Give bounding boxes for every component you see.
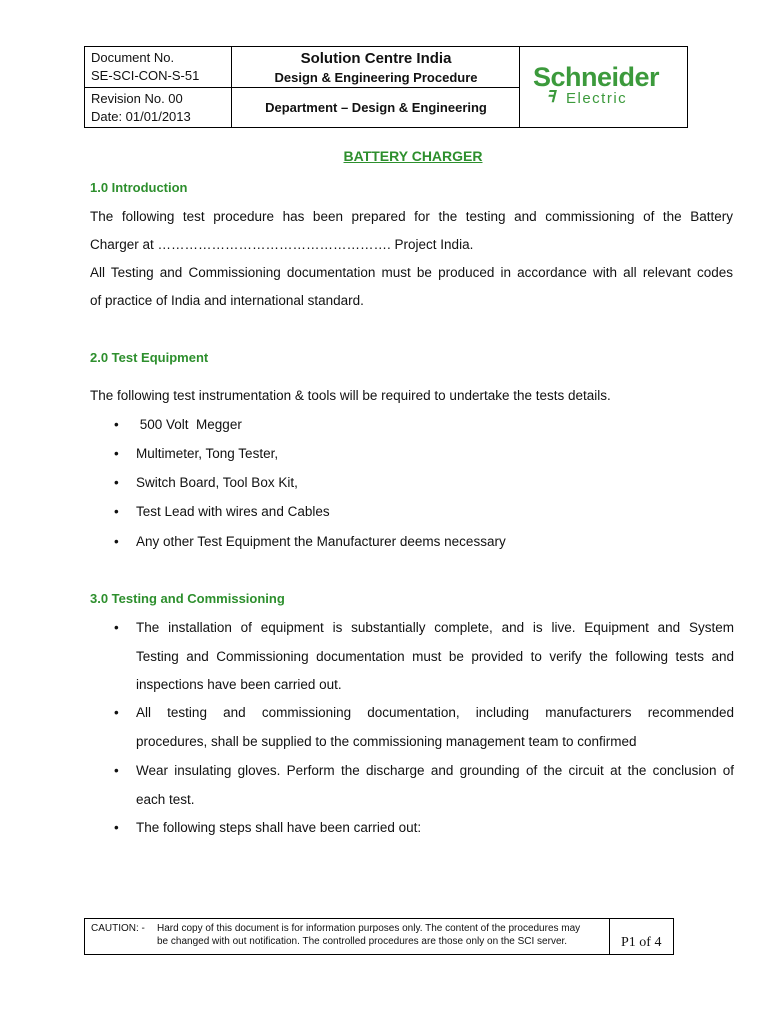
bullet-icon: •: [114, 705, 119, 720]
revision-date: Date: 01/01/2013: [91, 109, 191, 124]
document-header: [84, 46, 688, 128]
bullet-icon: •: [114, 763, 119, 778]
revision-number: Revision No. 00: [91, 91, 183, 106]
equipment-intro: The following test instrumentation & tools will be required to undertake the tests details.: [90, 388, 611, 403]
list-item: [114, 528, 734, 557]
document-title: BATTERY CHARGER: [343, 148, 483, 164]
list-item-text: Multimeter, Tong Tester,: [136, 446, 279, 461]
org-title: Solution Centre India: [300, 50, 452, 67]
bullet-icon: •: [114, 820, 119, 835]
section-heading-test-equipment: 2.0 Test Equipment: [90, 350, 209, 365]
list-item-line: The installation of equipment is substantially complete, and is live. Equipment and System: [136, 620, 734, 635]
bullet-icon: •: [114, 475, 119, 490]
list-item: [114, 411, 734, 440]
list-item-text: The following steps shall have been carried out:: [136, 820, 422, 835]
section-heading-introduction: 1.0 Introduction: [90, 180, 188, 195]
document-number: [91, 49, 199, 85]
list-item: [114, 614, 734, 700]
caution-line: Hard copy of this document is for information purposes only. The content of the procedures may: [157, 923, 581, 934]
footer-divider: [609, 919, 610, 954]
list-item: [114, 498, 734, 527]
list-item-line: Wear insulating gloves. Perform the discharge and grounding of the circuit at the conclusion of: [136, 763, 734, 778]
paragraph-line: of practice of India and international standard.: [90, 293, 364, 308]
department-title: Department – Design & Engineering: [265, 100, 487, 115]
bullet-icon: •: [114, 620, 119, 635]
list-item-line: Testing and Commissioning documentation must be provided to verify the following tests and: [136, 648, 734, 664]
list-item: [114, 814, 734, 843]
header-title: [231, 49, 521, 87]
list-item: [114, 440, 734, 469]
doc-no-label: Document No.: [91, 50, 175, 65]
doc-no-value: SE-SCI-CON-S-51: [91, 68, 200, 83]
logo-mark-icon: ꟻ: [546, 89, 557, 106]
bullet-icon: •: [114, 534, 119, 549]
bullet-icon: •: [114, 446, 119, 461]
revision-info: [91, 90, 191, 126]
caution-line: be changed with out notification. The controlled procedures are those only on the SCI server.: [157, 936, 568, 947]
list-item-text: Any other Test Equipment the Manufacturer deems necessary: [136, 534, 506, 549]
paragraph-line: The following test procedure has been prepared for the testing and commissioning of the Battery: [90, 209, 733, 224]
list-item-line: each test.: [136, 791, 195, 807]
logo-wordmark: Schneider: [533, 62, 660, 92]
section-heading-testing-commissioning: 3.0 Testing and Commissioning: [90, 591, 285, 606]
list-item-text: Test Lead with wires and Cables: [136, 504, 330, 519]
list-item-text: 500 Volt Megger: [136, 417, 242, 432]
list-item-text: Switch Board, Tool Box Kit,: [136, 475, 298, 490]
list-item-line: procedures, shall be supplied to the commissioning management team to confirmed: [136, 733, 637, 749]
intro-paragraph-1: [90, 203, 733, 259]
list-item-line: inspections have been carried out.: [136, 677, 342, 692]
caution-label: CAUTION: -: [91, 923, 145, 934]
logo-subtext: Electric: [566, 90, 628, 107]
page-number: P1 of 4: [621, 935, 662, 950]
procedure-title: Design & Engineering Procedure: [274, 70, 478, 85]
bullet-icon: •: [114, 504, 119, 519]
header-divider: [85, 87, 519, 88]
intro-paragraph-2: [90, 259, 733, 315]
list-item: [114, 757, 734, 814]
list-item: [114, 469, 734, 498]
caution-text: [157, 922, 607, 948]
list-item-line: All testing and commissioning documentation, including manufacturers recommended: [136, 705, 734, 720]
bullet-icon: •: [114, 417, 119, 432]
paragraph-line: All Testing and Commissioning documentation must be produced in accordance with all relevant codes: [90, 265, 733, 280]
paragraph-line: Charger at ……………………………………………. Project India.: [90, 237, 474, 252]
caution-footer: [84, 918, 674, 955]
list-item: [114, 699, 734, 756]
schneider-electric-logo: [533, 63, 683, 106]
